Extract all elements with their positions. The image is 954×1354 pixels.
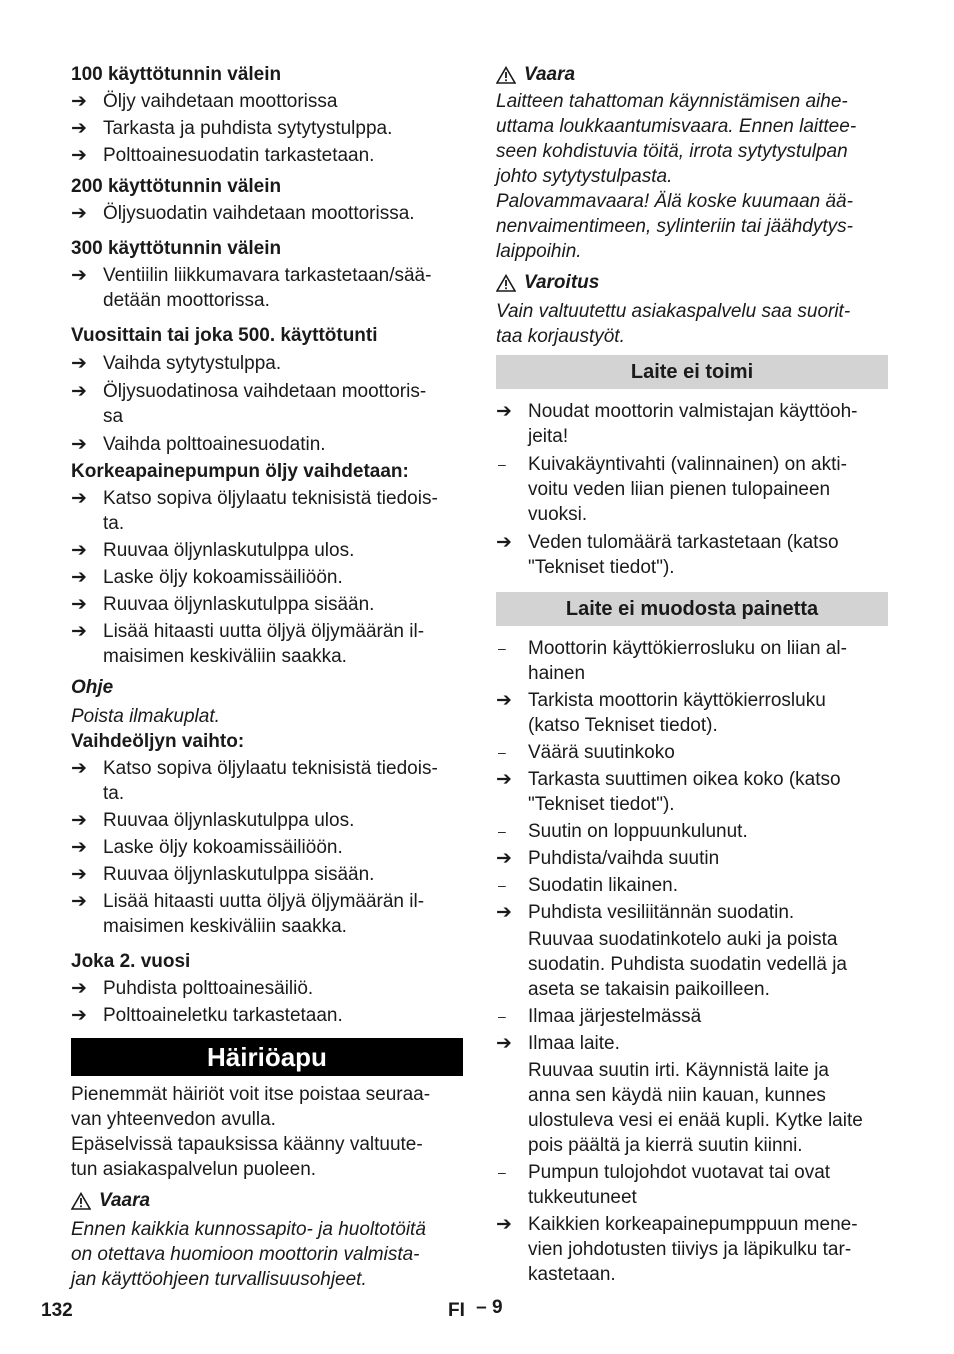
list-item — [71, 486, 463, 536]
arrow-bullet-icon: ➔ — [71, 145, 87, 166]
list-item-text: Ilmaa järjestelmässä — [528, 1006, 702, 1027]
list-item-text: Lisää hitaasti uutta öljyä öljymäärän il- maisimen keskiväliin saakka. — [103, 891, 425, 937]
list-pump-oil — [71, 486, 463, 669]
dash-bullet-icon: – — [498, 640, 506, 656]
list-item — [71, 835, 463, 860]
list-item-text: Ilmaa laite. — [528, 1033, 620, 1054]
list-item — [71, 808, 463, 833]
list-item-text: Ventiilin liikkumavara tarkastetaan/sää- detään moottorissa. — [103, 265, 432, 311]
list-item — [71, 889, 463, 939]
list-item-text: Öljy vaihdetaan moottorissa — [103, 91, 338, 112]
arrow-bullet-icon: ➔ — [71, 567, 87, 588]
arrow-bullet-icon: ➔ — [71, 621, 87, 642]
list-item — [71, 89, 463, 114]
warning-triangle-icon — [71, 1192, 91, 1210]
list-yearly — [71, 351, 463, 457]
dash-bullet-icon: – — [498, 456, 506, 472]
list-item — [496, 1212, 888, 1287]
arrow-bullet-icon: ➔ — [71, 810, 87, 831]
list-item — [71, 619, 463, 669]
subsection-title-no-pressure: Laite ei muodosta painetta — [496, 592, 888, 626]
warning-triangle-icon — [496, 66, 516, 84]
arrow-bullet-icon: ➔ — [71, 434, 87, 455]
list-item-text: Puhdista vesiliitännän suodatin. — [528, 902, 795, 923]
list-item-text: Pumpun tulojohdot vuotavat tai ovat tukkeutuneet — [528, 1162, 831, 1208]
list-item-text: Öljysuodatin vaihdetaan moottorissa. — [103, 203, 415, 224]
dash-bullet-icon: – — [498, 823, 506, 839]
danger-title: Vaara — [99, 1190, 151, 1211]
arrow-bullet-icon: ➔ — [71, 265, 87, 286]
list-item-text: Ruuvaa öljynlaskutulppa ulos. — [103, 810, 355, 831]
list-item-text: Tarkista moottorin käyttökierrosluku (katso Tekniset tiedot). — [528, 690, 826, 736]
arrow-bullet-icon: ➔ — [496, 401, 512, 422]
list-item — [71, 379, 463, 429]
arrow-bullet-icon: ➔ — [496, 902, 512, 923]
list-2-years — [71, 976, 463, 1028]
right-column — [496, 62, 888, 1287]
list-item-text: Laske öljy kokoamissäiliöön. — [103, 567, 343, 588]
list-gear-oil — [71, 756, 463, 939]
arrow-bullet-icon: ➔ — [496, 848, 512, 869]
list-item — [496, 927, 888, 1002]
language-code: FI — [448, 1300, 465, 1321]
left-column — [71, 62, 463, 1292]
list-item-text: Tarkasta suuttimen oikea koko (katso "Tekniset tiedot"). — [528, 769, 841, 815]
list-item — [496, 399, 888, 449]
list-100h — [71, 89, 463, 168]
list-item-text: Moottorin käyttökierrosluku on liian al- hainen — [528, 638, 847, 684]
list-item — [496, 767, 888, 817]
list-item — [496, 1058, 888, 1158]
list-item — [71, 263, 463, 313]
list-item-text: Kaikkien korkeapainepumppuun mene- vien johdotusten tiiviys ja läpikulku tar- kastetaan. — [528, 1214, 858, 1285]
list-item-text: Katso sopiva öljylaatu teknisistä tiedois- ta. — [103, 758, 438, 804]
arrow-bullet-icon: ➔ — [71, 118, 87, 139]
arrow-bullet-icon: ➔ — [496, 532, 512, 553]
arrow-bullet-icon: ➔ — [71, 353, 87, 374]
list-item-text: Ruuvaa suutin irti. Käynnistä laite ja anna sen käydä niin kauan, kunnes ulostuleva vesi ei enää kupli. Kytke laite pois päältä ja kierrä suutin kiinni. — [528, 1060, 863, 1156]
language-page-marker — [448, 1298, 503, 1323]
list-item — [71, 201, 463, 226]
note-title: Ohje — [71, 677, 114, 698]
list-200h — [71, 201, 463, 226]
section-title-troubleshooting: Häiriöapu — [71, 1038, 463, 1076]
list-300h — [71, 263, 463, 313]
arrow-bullet-icon: ➔ — [71, 540, 87, 561]
danger-title-right: Vaara — [524, 64, 576, 85]
danger-heading-right — [496, 62, 888, 87]
list-item — [71, 351, 463, 376]
arrow-bullet-icon: ➔ — [71, 381, 87, 402]
list-item-text: Ruuvaa öljynlaskutulppa sisään. — [103, 594, 375, 615]
list-item-text: Suutin on loppuunkulunut. — [528, 821, 748, 842]
list-item-text: Puhdista polttoainesäiliö. — [103, 978, 314, 999]
list-item — [496, 1031, 888, 1056]
note-text: Poista ilmakuplat. — [71, 706, 220, 727]
arrow-bullet-icon: ➔ — [71, 758, 87, 779]
list-item-text: Vaihda polttoainesuodatin. — [103, 434, 326, 455]
intro-text-1: Pienemmät häiriöt voit itse poistaa seuraa- van yhteenvedon avulla. — [71, 1084, 431, 1130]
list-item — [71, 862, 463, 887]
list-item — [71, 592, 463, 617]
arrow-bullet-icon: ➔ — [71, 891, 87, 912]
arrow-bullet-icon: ➔ — [496, 690, 512, 711]
list-item — [71, 538, 463, 563]
caution-title: Varoitus — [524, 272, 600, 293]
list-item — [71, 432, 463, 457]
list-item — [71, 565, 463, 590]
arrow-bullet-icon: ➔ — [71, 1005, 87, 1026]
list-item — [496, 530, 888, 580]
arrow-bullet-icon: ➔ — [496, 1033, 512, 1054]
heading-300h: 300 käyttötunnin välein — [71, 238, 282, 259]
list-item-text: Tarkasta ja puhdista sytytystulppa. — [103, 118, 393, 139]
list-item — [496, 1160, 888, 1210]
list-not-working — [496, 399, 888, 580]
list-item-text: Vaihda sytytystulppa. — [103, 353, 282, 374]
list-item — [71, 116, 463, 141]
caution-text: Vain valtuutettu asiakaspalvelu saa suorit- taa korjaustyöt. — [496, 301, 851, 347]
dash-bullet-icon: – — [498, 1164, 506, 1180]
list-item — [71, 756, 463, 806]
list-item — [496, 636, 888, 686]
arrow-bullet-icon: ➔ — [71, 978, 87, 999]
list-item-text: Ruuvaa suodatinkotelo auki ja poista suodatin. Puhdista suodatin vedellä ja aseta se takaisin paikoilleen. — [528, 929, 848, 1000]
local-page-number: – 9 — [476, 1297, 503, 1318]
list-item — [496, 452, 888, 527]
list-item-text: Öljysuodatinosa vaihdetaan moottoris- sa — [103, 381, 427, 427]
heading-gear-oil: Vaihdeöljyn vaihto: — [71, 731, 245, 752]
list-item-text: Ruuvaa öljynlaskutulppa sisään. — [103, 864, 375, 885]
list-item — [71, 1003, 463, 1028]
danger-heading — [71, 1188, 463, 1213]
list-item — [71, 976, 463, 1001]
list-item-text: Katso sopiva öljylaatu teknisistä tiedois- ta. — [103, 488, 438, 534]
heading-pump-oil: Korkeapainepumpun öljy vaihdetaan: — [71, 461, 409, 482]
dash-bullet-icon: – — [498, 877, 506, 893]
arrow-bullet-icon: ➔ — [496, 769, 512, 790]
heading-2-years: Joka 2. vuosi — [71, 951, 191, 972]
list-item-text: Väärä suutinkoko — [528, 742, 675, 763]
list-item-text: Lisää hitaasti uutta öljyä öljymäärän il- maisimen keskiväliin saakka. — [103, 621, 425, 667]
list-item-text: Polttoaineletku tarkastetaan. — [103, 1005, 343, 1026]
list-item-text: Veden tulomäärä tarkastetaan (katso "Tekniset tiedot"). — [528, 532, 839, 578]
arrow-bullet-icon: ➔ — [71, 837, 87, 858]
list-item — [496, 688, 888, 738]
warning-triangle-icon — [496, 274, 516, 292]
list-item-text: Laske öljy kokoamissäiliöön. — [103, 837, 343, 858]
list-item — [496, 873, 888, 898]
page-number: 132 — [41, 1300, 73, 1321]
danger-text-right-1: Laitteen tahattoman käynnistämisen aihe- uttama loukkaantumisvaara. Ennen laittee- seen kohdistuvia töitä, irrota sytytystulpan johto sytytystulpasta. — [496, 91, 857, 187]
list-no-pressure — [496, 636, 888, 1287]
list-item — [496, 900, 888, 925]
list-item — [496, 1004, 888, 1029]
arrow-bullet-icon: ➔ — [71, 488, 87, 509]
arrow-bullet-icon: ➔ — [71, 203, 87, 224]
dash-bullet-icon: – — [498, 744, 506, 760]
caution-heading — [496, 270, 888, 295]
list-item-text: Suodatin likainen. — [528, 875, 678, 896]
dash-bullet-icon: – — [498, 1008, 506, 1024]
danger-text: Ennen kaikkia kunnossapito- ja huoltotöitä on otettava huomioon moottorin valmista- jan käyttöohjeen turvallisuusohjeet. — [71, 1219, 426, 1290]
list-item — [496, 740, 888, 765]
arrow-bullet-icon: ➔ — [496, 1214, 512, 1235]
intro-text-2: Epäselvissä tapauksissa käänny valtuute- tun asiakaspalvelun puoleen. — [71, 1134, 423, 1180]
list-item — [496, 819, 888, 844]
arrow-bullet-icon: ➔ — [71, 594, 87, 615]
list-item-text: Puhdista/vaihda suutin — [528, 848, 720, 869]
list-item-text: Ruuvaa öljynlaskutulppa ulos. — [103, 540, 355, 561]
list-item — [496, 846, 888, 871]
list-item — [71, 143, 463, 168]
heading-yearly: Vuosittain tai joka 500. käyttötunti — [71, 325, 378, 346]
list-item-text: Polttoainesuodatin tarkastetaan. — [103, 145, 375, 166]
subsection-title-not-working: Laite ei toimi — [496, 355, 888, 389]
arrow-bullet-icon: ➔ — [71, 864, 87, 885]
danger-text-right-2: Palovammavaara! Älä koske kuumaan ää- nenvaimentimeen, sylinteriin tai jäähdytys- laippoihin. — [496, 191, 853, 262]
list-item-text: Kuivakäyntivahti (valinnainen) on akti- voitu veden liian pienen tulopaineen vuoksi. — [528, 454, 847, 525]
arrow-bullet-icon: ➔ — [71, 91, 87, 112]
heading-200h: 200 käyttötunnin välein — [71, 176, 282, 197]
heading-100h: 100 käyttötunnin välein — [71, 64, 282, 85]
list-item-text: Noudat moottorin valmistajan käyttöoh- jeita! — [528, 401, 858, 447]
